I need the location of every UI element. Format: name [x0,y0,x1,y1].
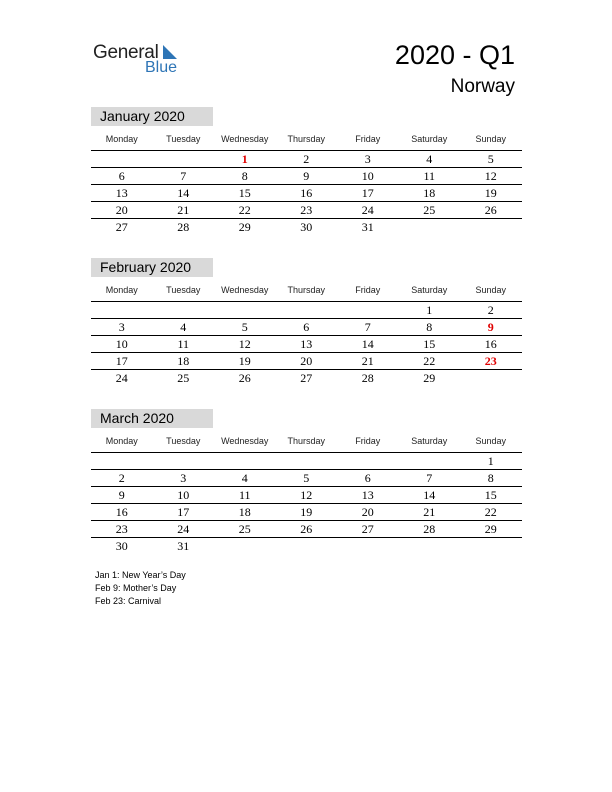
day-cell: 25 [238,522,251,536]
day-cell: 4 [180,320,187,334]
day-cell: 16 [300,186,313,200]
day-cell: 17 [177,505,190,519]
weekday-header: Sunday [475,134,507,144]
weekday-header: Wednesday [221,134,269,144]
week-row [91,504,522,521]
weekday-header: Saturday [411,436,448,446]
week-row [91,319,522,336]
day-cell: 16 [115,505,128,519]
weekday-header: Thursday [287,436,326,446]
day-cell: 3 [118,320,125,334]
week-row [91,453,522,470]
day-cell: 11 [423,169,436,183]
week-row [91,487,522,504]
empty-day-cell [460,370,522,386]
day-cell: 15 [423,337,436,351]
week-row [91,336,522,353]
day-cell: 2 [487,303,494,317]
day-cell: 21 [177,203,190,217]
week-row [91,470,522,487]
day-cell: 13 [300,337,313,351]
day-cell: 29 [423,371,436,385]
day-cell: 12 [300,488,313,502]
logo [93,40,193,80]
day-cell: 31 [361,220,374,234]
week-row [91,219,522,235]
day-cell: 3 [180,471,187,485]
holiday-note: Feb 23: Carnival [95,596,162,606]
empty-day-cell [276,302,338,318]
day-cell: 6 [303,320,310,334]
day-cell: 24 [177,522,190,536]
day-cell: 26 [484,203,497,217]
empty-day-cell [337,302,399,318]
weekday-header: Sunday [475,285,507,295]
empty-day-cell [214,302,276,318]
day-cell: 17 [115,354,128,368]
day-cell: 18 [423,186,436,200]
empty-day-cell [153,151,215,167]
day-cell: 22 [238,203,251,217]
month-label: March 2020 [91,409,213,428]
day-cell: 5 [487,152,494,166]
empty-day-cell [91,302,153,318]
empty-day-cell [399,219,461,235]
empty-day-cell [91,151,153,167]
logo-general-text: General [93,42,159,63]
day-cell: 14 [361,337,374,351]
day-cell: 16 [484,337,497,351]
weekday-header: Monday [105,134,138,144]
empty-day-cell [153,302,215,318]
weekday-header: Tuesday [166,436,201,446]
day-cell: 21 [423,505,436,519]
page-title: 2020 - Q1 [394,40,515,70]
day-cell: 1 [426,303,433,317]
empty-day-cell [276,538,338,554]
day-cell: 5 [241,320,248,334]
day-cell: 24 [115,371,128,385]
day-cell: 18 [177,354,190,368]
week-row [91,202,522,219]
day-cell: 12 [238,337,251,351]
week-row [91,353,522,370]
day-cell: 24 [361,203,374,217]
day-cell: 8 [241,169,248,183]
day-cell: 2 [303,152,310,166]
day-cell: 5 [303,471,310,485]
empty-day-cell [460,538,522,554]
month-calendar [91,409,522,554]
day-cell: 26 [238,371,251,385]
weekday-header: Monday [105,436,138,446]
weekday-header: Saturday [411,134,448,144]
holiday-note: Jan 1: New Year’s Day [95,570,186,580]
day-cell: 21 [361,354,374,368]
day-cell: 28 [361,371,374,385]
weekday-header: Wednesday [221,436,269,446]
empty-day-cell [276,453,338,469]
weekday-header: Thursday [287,134,326,144]
day-cell: 14 [423,488,436,502]
day-cell: 4 [241,471,248,485]
month-label: January 2020 [91,107,213,126]
day-cell: 12 [484,169,497,183]
day-cell: 7 [426,471,433,485]
month-calendar [91,107,522,235]
day-cell: 28 [177,220,190,234]
holiday-notes [95,569,186,608]
week-row [91,302,522,319]
day-cell: 23 [300,203,313,217]
day-cell: 15 [484,488,497,502]
day-cell: 10 [177,488,190,502]
empty-day-cell [214,538,276,554]
holiday-day-cell: 9 [487,320,494,334]
day-cell: 19 [300,505,313,519]
week-row [91,521,522,538]
day-cell: 26 [300,522,313,536]
day-cell: 2 [118,471,125,485]
day-cell: 11 [238,488,251,502]
weekday-header: Friday [355,436,381,446]
day-cell: 27 [300,371,313,385]
empty-day-cell [399,538,461,554]
empty-day-cell [337,538,399,554]
weekday-header: Tuesday [166,134,201,144]
weekday-header: Monday [105,285,138,295]
day-cell: 9 [303,169,310,183]
day-cell: 29 [484,522,497,536]
weekday-header: Thursday [287,285,326,295]
holiday-day-cell: 1 [241,152,248,166]
day-cell: 27 [361,522,374,536]
empty-day-cell [214,453,276,469]
day-cell: 8 [487,471,494,485]
weekday-header: Wednesday [221,285,269,295]
day-cell: 13 [115,186,128,200]
weekday-header-row [91,433,522,453]
day-cell: 28 [423,522,436,536]
empty-day-cell [460,219,522,235]
day-cell: 7 [364,320,371,334]
month-calendar [91,258,522,386]
day-cell: 6 [118,169,125,183]
logo-triangle-icon [163,45,177,59]
day-cell: 10 [115,337,128,351]
day-cell: 3 [364,152,371,166]
day-cell: 20 [115,203,128,217]
week-row [91,185,522,202]
day-cell: 19 [238,354,251,368]
day-cell: 20 [361,505,374,519]
day-cell: 17 [361,186,374,200]
weekday-header: Friday [355,134,381,144]
day-cell: 13 [361,488,374,502]
day-cell: 27 [115,220,128,234]
weekday-header: Friday [355,285,381,295]
day-cell: 22 [423,354,436,368]
holiday-day-cell: 23 [484,354,497,368]
day-cell: 19 [484,186,497,200]
day-cell: 7 [180,169,187,183]
empty-day-cell [91,453,153,469]
day-cell: 6 [364,471,371,485]
week-row [91,370,522,386]
week-row [91,168,522,185]
day-cell: 14 [177,186,190,200]
month-label: February 2020 [91,258,213,277]
day-cell: 30 [300,220,313,234]
day-cell: 4 [426,152,433,166]
day-cell: 18 [238,505,251,519]
week-row [91,151,522,168]
country-name: Norway [450,76,515,97]
week-row [91,538,522,554]
empty-day-cell [399,453,461,469]
weekday-header-row [91,131,522,151]
day-cell: 23 [115,522,128,536]
day-cell: 9 [118,488,125,502]
holiday-note: Feb 9: Mother’s Day [95,583,177,593]
day-cell: 10 [361,169,374,183]
empty-day-cell [337,453,399,469]
weekday-header: Sunday [475,436,507,446]
day-cell: 29 [238,220,251,234]
day-cell: 1 [487,454,494,468]
day-cell: 22 [484,505,497,519]
day-cell: 15 [238,186,251,200]
day-cell: 25 [423,203,436,217]
day-cell: 11 [177,337,190,351]
weekday-header: Tuesday [166,285,201,295]
empty-day-cell [153,453,215,469]
weekday-header: Saturday [411,285,448,295]
day-cell: 30 [115,539,128,553]
logo-blue-text: Blue [145,59,178,76]
day-cell: 8 [426,320,433,334]
day-cell: 25 [177,371,190,385]
day-cell: 31 [177,539,190,553]
day-cell: 20 [300,354,313,368]
weekday-header-row [91,282,522,302]
